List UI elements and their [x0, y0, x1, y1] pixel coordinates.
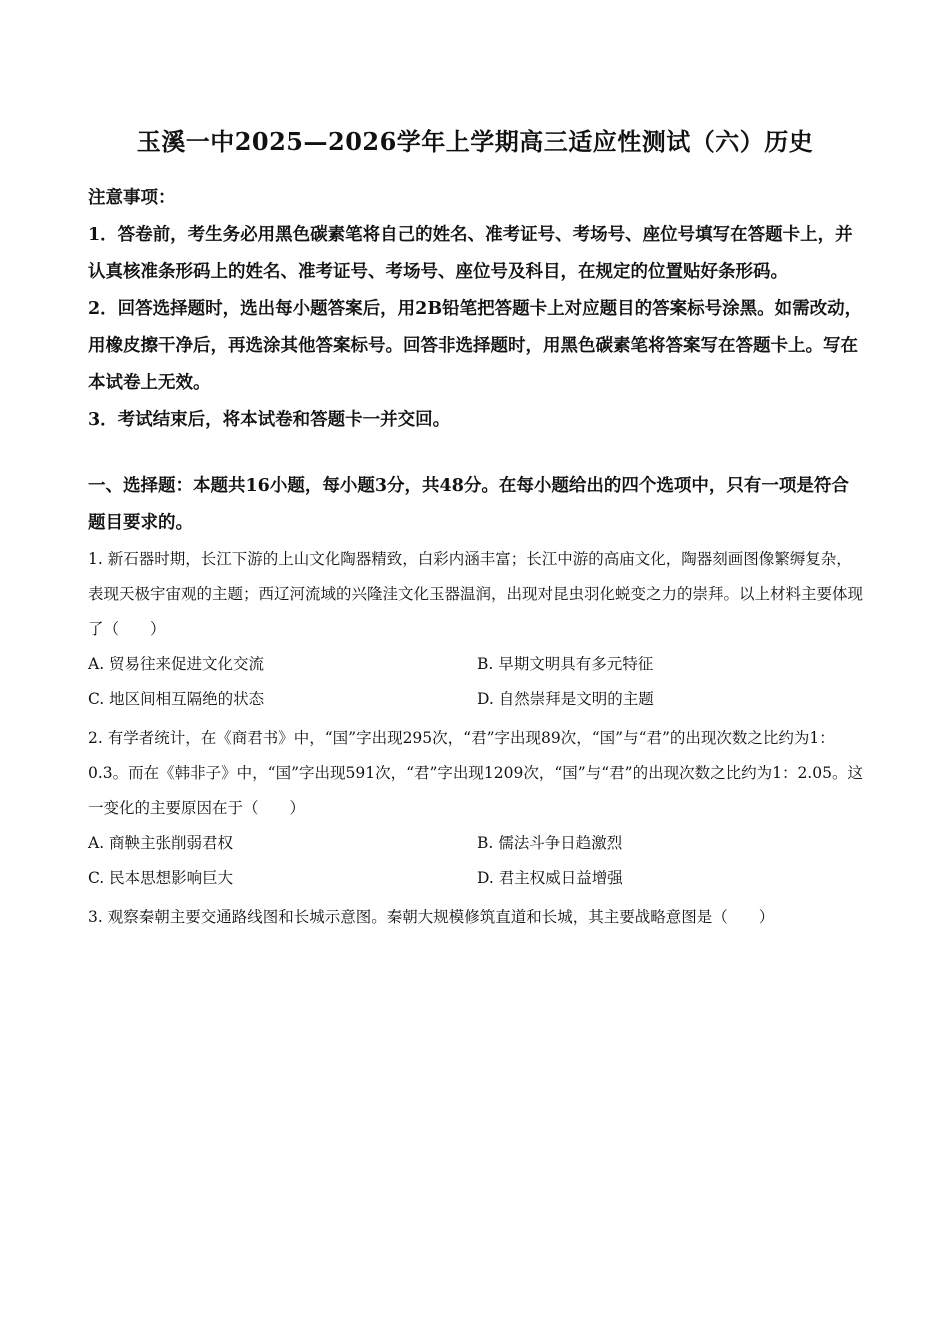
question-2: [88, 721, 863, 896]
notice-heading: 注意事项：: [88, 188, 176, 208]
option-b: B. 儒法斗争日趋激烈: [477, 834, 623, 852]
option-c: C. 地区间相互隔绝的状态: [88, 690, 265, 708]
section-heading: [88, 468, 863, 542]
notice-item-3: 3．考试结束后，将本试卷和答题卡一并交回。: [88, 410, 451, 430]
question-3: [88, 900, 863, 935]
option-row: [88, 647, 863, 682]
option-a: A. 商鞅主张削弱君权: [88, 834, 234, 852]
notice-item-2: 2．回答选择题时，选出每小题答案后，用2B铅笔把答题卡上对应题目的答案标号涂黑。如需改动，用橡皮擦干净后，再选涂其他答案标号。回答非选择题时，用黑色碳素笔将答案写在答题卡上。写在本试卷上无效。: [88, 299, 863, 393]
question-stem: 3. 观察秦朝主要交通路线图和长城示意图。秦朝大规模修筑直道和长城，其主要战略意图是（ ）: [88, 908, 775, 926]
section-instructions: 一、选择题：本题共16小题，每小题3分，共48分。在每小题给出的四个选项中，只有一项是符合题目要求的。: [88, 476, 849, 533]
option-d: D. 自然崇拜是文明的主题: [477, 690, 654, 708]
notice-item-1: 1．答卷前，考生务必用黑色碳素笔将自己的姓名、准考证号、考场号、座位号填写在答题卡上，并认真核准条形码上的姓名、准考证号、考场号、座位号及科目，在规定的位置贴好条形码。: [88, 225, 853, 282]
option-row: [88, 682, 863, 717]
question-1: [88, 542, 863, 717]
question-stem: 2. 有学者统计，在《商君书》中，“国”字出现295次，“君”字出现89次，“国”与“君”的出现次数之比约为1：0.3。而在《韩非子》中，“国”字出现591次，“君”字出现1209次，“国”与“君”的出现次数之比约为1：2.05。这一变化的主要原因在于（ ）: [88, 729, 863, 817]
notice-block: [88, 180, 863, 439]
option-d: D. 君主权威日益增强: [477, 869, 623, 887]
option-a: A. 贸易往来促进文化交流: [88, 655, 265, 673]
option-row: [88, 861, 863, 896]
page-title: 玉溪一中2025—2026学年上学期高三适应性测试（六）历史: [136, 127, 814, 156]
option-b: B. 早期文明具有多元特征: [477, 655, 654, 673]
option-row: [88, 826, 863, 861]
option-c: C. 民本思想影响巨大: [88, 869, 234, 887]
question-stem: 1. 新石器时期，长江下游的上山文化陶器精致，白彩内涵丰富；长江中游的高庙文化，陶器刻画图像繁缛复杂，表现天极宇宙观的主题；西辽河流域的兴隆洼文化玉器温润，出现对昆虫羽化蜕变之力的崇拜。以上材料主要体现了（ ）: [88, 550, 864, 638]
